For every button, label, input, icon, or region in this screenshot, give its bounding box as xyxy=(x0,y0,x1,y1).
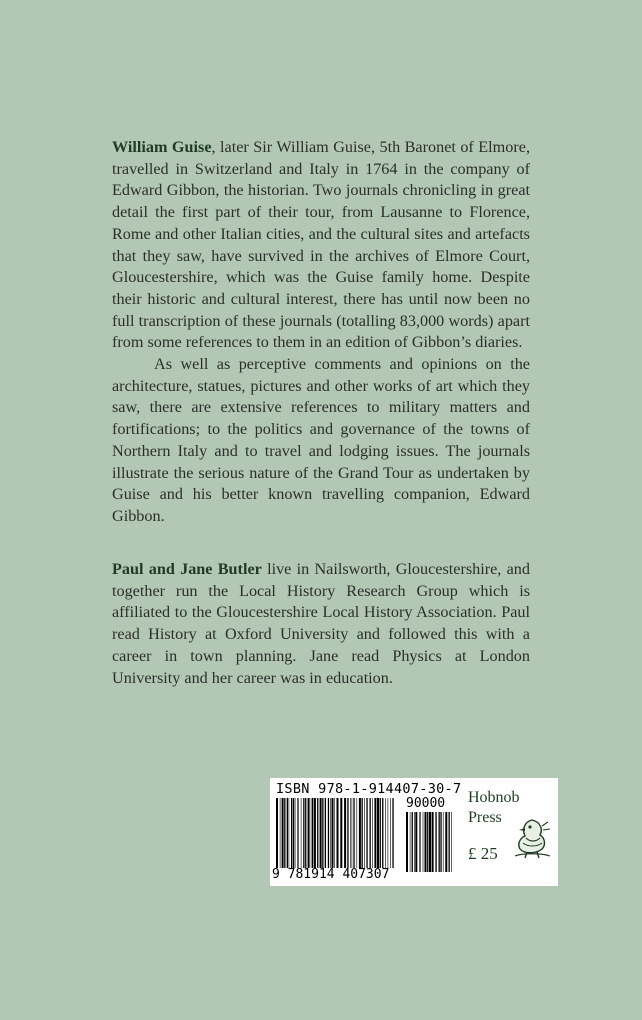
subject-name: William Guise xyxy=(112,138,212,156)
barcode-bar xyxy=(374,798,376,868)
barcode-bar xyxy=(390,798,391,868)
barcode-bar xyxy=(451,812,452,872)
description-paragraph-1-text: , later Sir William Guise, 5th Baronet of Elmore, travelled in Switzerland and Italy in 1764 in the company of Edward Gibbon, the historian. Two journals chronicling in great detail the first part of their tour, from Lausanne to Florence, Rome and other Italian cities, and the cultural sites and artefacts that they saw, have survived in the archives of Elmore Court, Gloucestershire, which was the Guise family home. Despite their historic and cultural interest, there has until now been no full transcription of these journals (totalling 83,000 words) apart from some references to them in an edition of Gibbon’s diaries. xyxy=(112,138,530,352)
barcode-bar xyxy=(322,798,323,868)
barcode-bar xyxy=(317,798,318,868)
barcode-panel xyxy=(270,778,558,886)
barcode-bar xyxy=(423,812,424,872)
author-names: Paul and Jane Butler xyxy=(112,560,262,578)
barcode-bar xyxy=(366,798,367,868)
barcode-bar xyxy=(429,812,431,872)
barcode-bar xyxy=(427,812,428,872)
barcode-bar xyxy=(289,798,290,868)
barcode-bar xyxy=(372,798,373,868)
price: £ 25 xyxy=(468,844,498,863)
barcode-bar xyxy=(282,798,284,868)
barcode-bar xyxy=(320,798,322,868)
ean-digits: 9 781914 407307 xyxy=(272,867,390,882)
barcode-bar xyxy=(370,798,371,868)
barcode-bar xyxy=(388,798,389,868)
barcode-bar xyxy=(332,798,334,868)
barcode-bar xyxy=(284,798,285,868)
book-description xyxy=(112,137,530,528)
barcode-bar xyxy=(415,812,417,872)
barcode-bar xyxy=(432,812,434,872)
barcode-bar xyxy=(410,812,411,872)
barcode-bar xyxy=(350,798,351,868)
barcode-bar xyxy=(445,812,447,872)
barcode-bar xyxy=(330,798,331,868)
ean-barcode xyxy=(276,798,396,868)
barcode-bar xyxy=(353,798,354,868)
isbn-label: ISBN 978-1-914407-30-7 xyxy=(276,781,462,797)
barcode-bar xyxy=(377,798,379,868)
bird-logo-icon xyxy=(512,816,552,860)
barcode-bar xyxy=(293,798,294,868)
publisher-line-1: Hobnob xyxy=(468,789,520,806)
barcode-bar xyxy=(314,798,316,868)
barcode-bar xyxy=(357,798,358,868)
barcode-bar xyxy=(295,798,296,868)
publisher-line-2: Press xyxy=(468,809,502,826)
barcode-bar xyxy=(280,798,281,868)
addon-barcode xyxy=(406,812,453,872)
barcode-bar xyxy=(298,798,299,868)
barcode-bar xyxy=(414,812,415,872)
barcode-bar xyxy=(382,798,383,868)
barcode-bar xyxy=(311,798,312,868)
barcode-bar xyxy=(325,798,326,868)
barcode-bar xyxy=(425,812,427,872)
barcode-bar xyxy=(301,798,302,868)
barcode-bar xyxy=(276,798,278,868)
barcode-bar xyxy=(362,798,363,868)
barcode-bar xyxy=(334,798,335,868)
barcode-bar xyxy=(412,812,413,872)
barcode-bar xyxy=(308,798,310,868)
barcode-bar xyxy=(312,798,313,868)
barcode-bar xyxy=(435,812,436,872)
barcode-bar xyxy=(406,812,408,872)
barcode-bar xyxy=(420,812,421,872)
barcode-bar xyxy=(287,798,288,868)
barcode-bar xyxy=(297,798,298,868)
description-paragraph-2: As well as perceptive comments and opinions on the architecture, statues, pictures and other works of art which they saw, there are extensive references to military matters and fortifications; to the politics and governance of the towns of Northern Italy and to travel and lodging issues. The journals illustrate the serious nature of the Grand Tour as undertaken by Guise and his better known travelling companion, Edward Gibbon. xyxy=(112,355,530,525)
barcode-bar xyxy=(380,798,381,868)
barcode-bar xyxy=(291,798,292,868)
barcode-bar xyxy=(419,812,420,872)
barcode-bar xyxy=(449,812,450,872)
barcode-bar xyxy=(439,812,440,872)
price-addon-digits: 90000 xyxy=(406,796,446,811)
barcode-bar xyxy=(340,798,342,868)
barcode-bar xyxy=(359,798,361,868)
barcode-bar xyxy=(328,798,329,868)
barcode-bar xyxy=(303,798,304,868)
description-paragraph-1 xyxy=(112,137,530,354)
barcode-bar xyxy=(364,798,365,868)
author-bio-text: live in Nailsworth, Gloucestershire, and together run the Local History Research Group which is affiliated to the Gloucestershire Local History Association. Paul read History at Oxford University and followed this with a career in town planning. Jane read Physics at London University and her career was in education. xyxy=(112,560,530,687)
barcode-bar xyxy=(344,798,346,868)
barcode-bar xyxy=(305,798,306,868)
barcode-bar xyxy=(352,798,353,868)
barcode-bar xyxy=(337,798,339,868)
author-bio xyxy=(112,559,530,689)
barcode-bar xyxy=(385,798,386,868)
barcode-bar xyxy=(440,812,441,872)
barcode-bar xyxy=(443,812,444,872)
barcode-bar xyxy=(347,798,348,868)
author-bio-paragraph xyxy=(112,559,530,689)
barcode-bar xyxy=(392,798,393,868)
